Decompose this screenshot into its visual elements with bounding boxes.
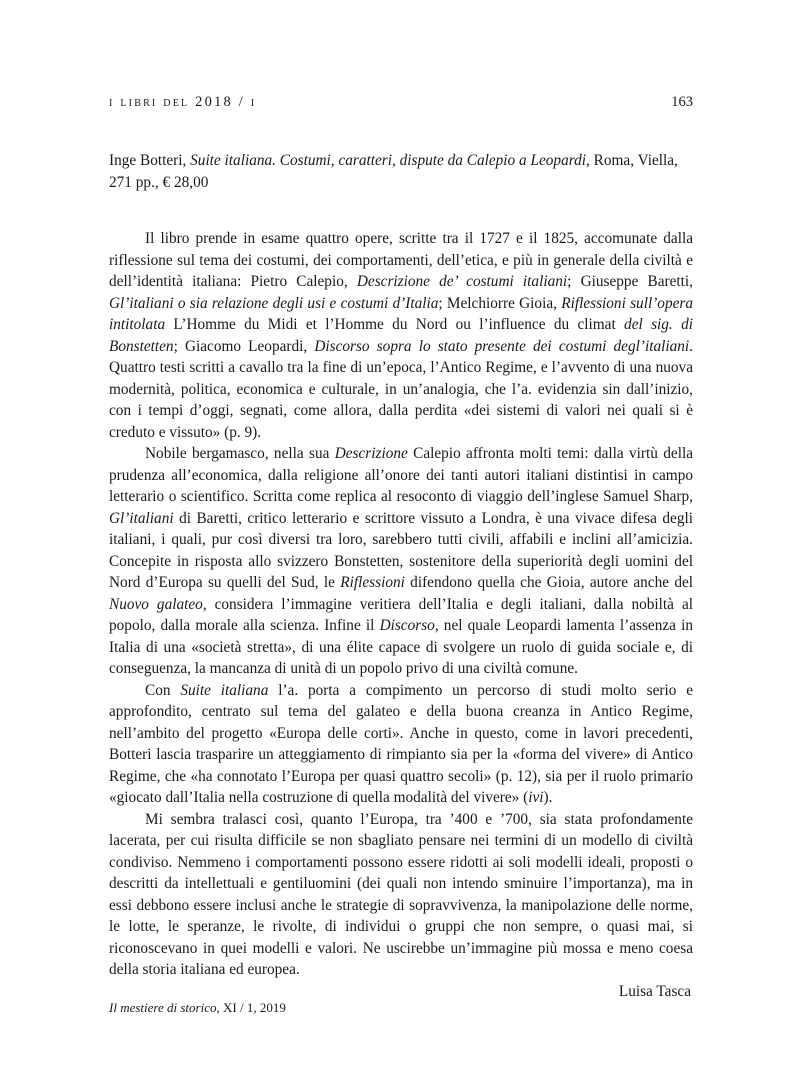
paragraph-1 <box>109 228 693 443</box>
italic-title: Descrizione de’ costumi italiani <box>356 273 568 290</box>
citation-publication: , Roma, Viella, 271 pp., € 28,00 <box>109 152 678 191</box>
text-run: ; Giuseppe Baretti, <box>567 273 693 290</box>
text-run: , considera l’immagine veritiera dell’Italia e degli italiani, dalla nobiltà al popolo, dalla morale alla scienza. Infine il <box>109 595 693 634</box>
text-run: Il libro prende in esame quattro opere, scritte tra il 1727 e il 1825, accomunate dalla riflessione sul tema dei costumi, dei comportamenti, dell’etica, e più in generale della civiltà e dell’identità italiana: Pietro Calepio, <box>109 230 693 290</box>
text-run: di Baretti, critico letterario e scrittore vissuto a Londra, è una vivace difesa degli italiani, i quali, pur così diversi tra loro, sarebbero tutti civili, affabili e inclini all’amicizia. Concepite in risposta allo svizzero Bonstetten, sostenitore della superiorità degli uomini del Nord d’Europa su quelli del Sud, le <box>109 509 693 591</box>
paragraph-4: Mi sembra tralasci così, quanto l’Europa, tra ’400 e ’700, sia stata profondamente lacerata, per cui risulta difficile se non sbagliato pensare nei termini di un modello di civiltà condiviso. Nemmeno i comportamenti possono essere ridotti ai soli modelli ideali, proposti o descritti da intellettuali e gentiluomini (dei quali non intendo sminuire l’importanza), ma in essi debbono essere inclusi anche le strategie di sopravvivenza, la manipolazione delle norme, le lotte, le speranze, le rivolte, di individui o gruppi che non sempre, o quasi mai, si riconoscevano in quei modelli e valori. Ne uscirebbe un’immagine più mossa e meno coesa della storia italiana ed europea. <box>109 810 693 978</box>
italic-title: Gl’italiani o sia relazione degli usi e costumi d’Italia <box>109 294 439 312</box>
italic-title: del sig. di Bonstetten <box>109 316 693 355</box>
text-run: Nobile bergamasco, nella sua <box>145 445 335 462</box>
citation-title: Suite italiana. Costumi, caratteri, dispute da Calepio a Leopardi <box>190 152 587 169</box>
italic-title: Gl’italiani <box>109 509 174 527</box>
italic-title: Riflessioni <box>340 574 405 591</box>
running-head: i libri del 2018 / i <box>109 94 257 110</box>
italic-title: Riflessioni sull’opera intitolata <box>109 294 693 333</box>
text-run: Calepio affronta molti temi: dalla virtù della prudenza all’economica, dalla religione all’onore dei tanti autori italiani distintisi in campo letterario o scientifico. Scritta come replica al resoconto di viaggio dell’inglese Samuel Sharp, <box>109 445 693 505</box>
italic-title: Discorso sopra lo stato presente dei costumi degl’italiani <box>314 337 690 355</box>
journal-issue: , XI / 1, 2019 <box>216 1000 286 1015</box>
italic-title: Discorso <box>379 617 435 634</box>
paragraph-2 <box>109 443 693 680</box>
book-citation <box>109 150 693 193</box>
paragraph-3 <box>109 680 693 809</box>
text-run: ). <box>543 789 553 806</box>
text-run: . Quattro testi scritti a cavallo tra la fine di un’epoca, l’Antico Regime, e l’avvento di una nuova modernità, politica, economica e culturale, in un’analogia, che l’a. evidenzia sin dall’inizio, con i tempi d’oggi, segnati, come allora, dalla perdita «dei sistemi di valori nei quali si è creduto e vissuto» (p. 9). <box>109 337 693 441</box>
text-run: l’a. porta a compimento un percorso di studi molto serio e approfondito, centrato sul tema del galateo e della buona creanza in Antico Regime, nell’ambito del progetto «Europa delle corti». Anche in questo, come in lavori precedenti, Botteri lascia trasparire un atteggiamento di rimpianto sia per la «forma del vivere» di Antico Regime, che «ha connotato l’Europa per quasi quattro secoli» (p. 12), sia per il ruolo primario «giocato dall’Italia nella costruzione di quella modalità del vivere» ( <box>109 681 693 806</box>
text-run: , nel quale Leopardi lamenta l’assenza in Italia di una «società stretta», di una élite capace di svolgere un ruolo di guida sociale e, di conseguenza, la mancanza di unità di un popolo privo di una civiltà comune. <box>109 617 693 677</box>
text-run: difendono quella che Gioia, autore anche del <box>404 574 694 591</box>
reviewer-signature: Luisa Tasca <box>618 982 691 1000</box>
text-run: ; Melchiorre Gioia, <box>438 294 562 312</box>
italic-title: Descrizione <box>334 445 408 462</box>
italic-title: Suite italiana <box>180 681 269 699</box>
page-footer <box>109 1000 286 1016</box>
text-run: Con <box>145 681 181 699</box>
journal-name: Il mestiere di storico <box>109 1000 217 1015</box>
italic-title: Nuovo galateo <box>109 595 203 613</box>
review-body <box>109 150 693 1002</box>
citation-author: Inge Botteri, <box>109 152 191 169</box>
text-run: ; Giacomo Leopardi, <box>173 337 315 355</box>
text-run: L’Homme du Midi et l’Homme du Nord ou l’influence du climat <box>165 316 625 333</box>
italic-term: ivi <box>528 789 544 806</box>
page-number: 163 <box>671 94 693 110</box>
